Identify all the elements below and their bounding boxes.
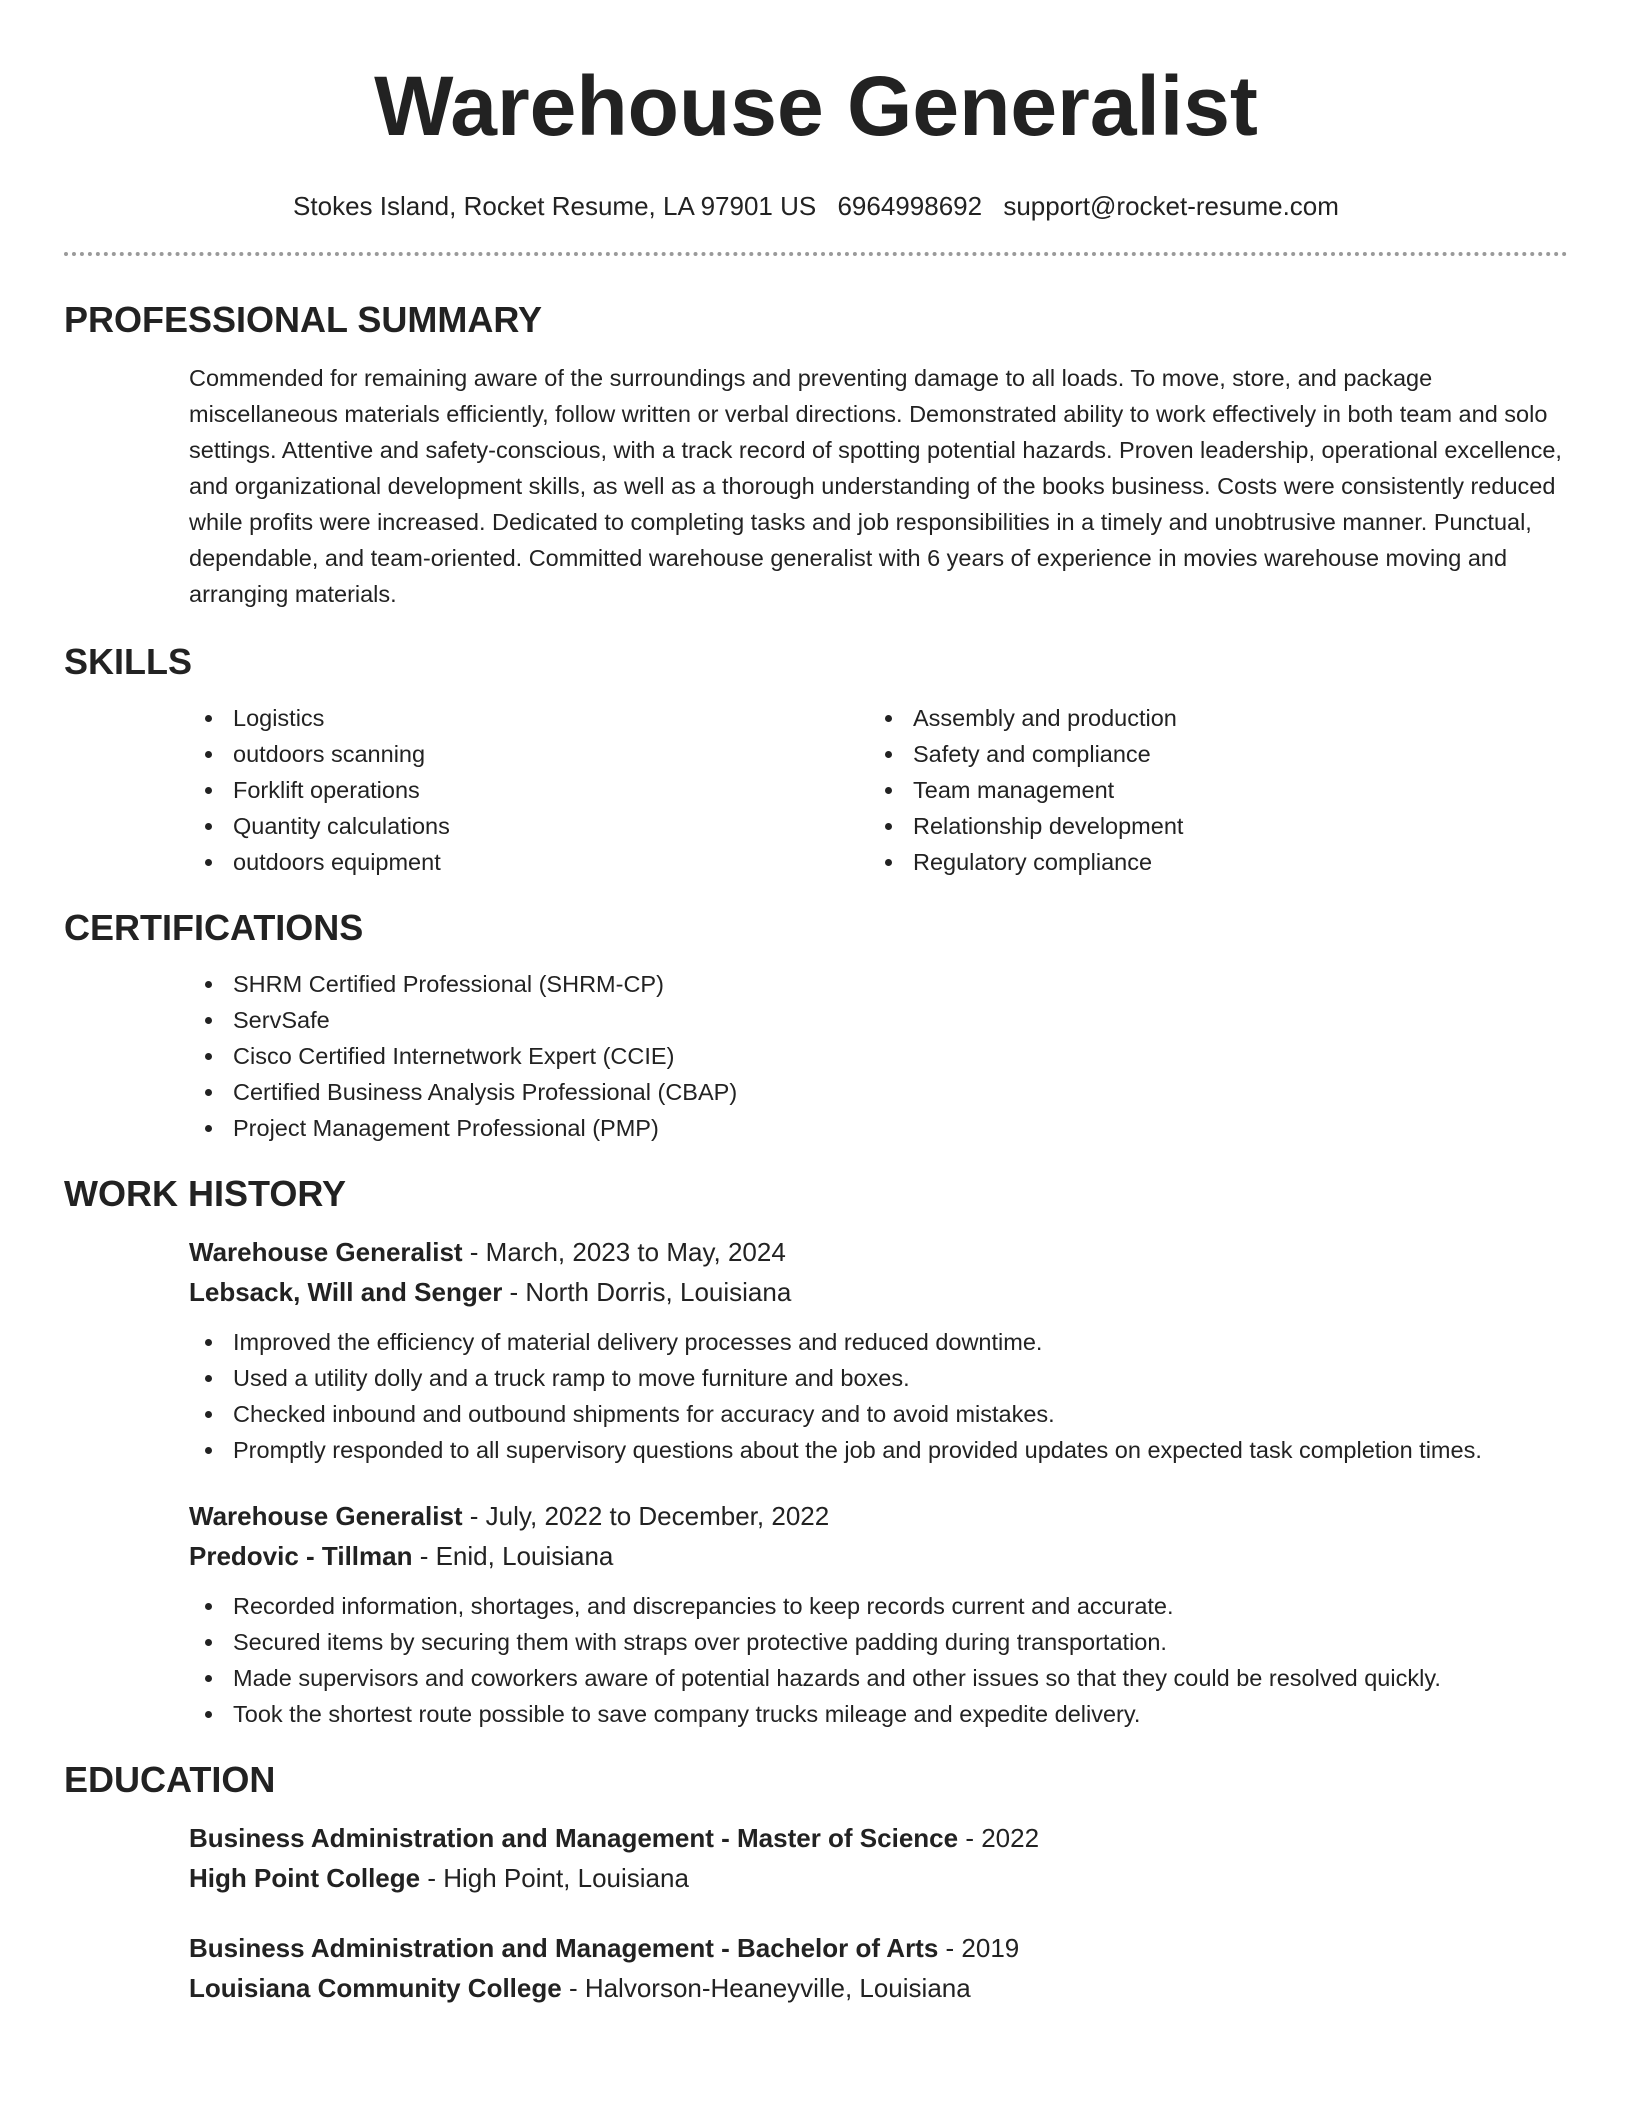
certifications-section xyxy=(64,906,1568,1146)
education-school: Louisiana Community College xyxy=(189,1973,562,2003)
job-role: Warehouse Generalist xyxy=(189,1237,463,1267)
work-heading: WORK HISTORY xyxy=(64,1173,347,1214)
skills-right-list xyxy=(869,700,1549,880)
job-location: - Enid, Louisiana xyxy=(412,1541,614,1571)
summary-section xyxy=(64,298,1568,612)
skill-item: Team management xyxy=(869,772,1549,808)
job-company-line xyxy=(189,1536,1568,1576)
education-school-line xyxy=(189,1968,1568,2008)
job-entry xyxy=(64,1232,1568,1468)
summary-text: Commended for remaining aware of the surroundings and preventing damage to all loads. To move, store, and package miscellaneous materials efficiently, follow written or verbal directions. Demonstrated ability to work effectively in both team and solo settings. Attentive and safety-conscious, with a track record of spotting potential hazards. Proven leadership, operational excellence, and organizational development skills, as well as a thorough understanding of the books business. Costs were consistently reduced while profits were increased. Dedicated to completing tasks and job responsibilities in a timely and unobtrusive manner. Punctual, dependable, and team-oriented. Committed warehouse generalist with 6 years of experience in movies warehouse moving and arranging materials. xyxy=(189,365,1562,607)
education-heading: EDUCATION xyxy=(64,1759,276,1800)
certifications-body xyxy=(64,966,1568,1146)
certification-item: Cisco Certified Internetwork Expert (CCIE) xyxy=(189,1038,1568,1074)
certifications-list xyxy=(189,966,1568,1146)
job-dates: - July, 2022 to December, 2022 xyxy=(462,1501,830,1531)
education-degree-line xyxy=(189,1818,1568,1858)
skill-item: Safety and compliance xyxy=(869,736,1549,772)
skill-item: Logistics xyxy=(189,700,869,736)
job-company: Lebsack, Will and Senger xyxy=(189,1277,503,1307)
job-bullet: Made supervisors and coworkers aware of potential hazards and other issues so that they could be resolved quickly. xyxy=(189,1660,1568,1696)
skills-section xyxy=(64,640,1568,880)
certification-item: Certified Business Analysis Professional (CBAP) xyxy=(189,1074,1568,1110)
education-school-line xyxy=(189,1858,1568,1898)
skills-heading: SKILLS xyxy=(64,641,193,682)
skill-item: Quantity calculations xyxy=(189,808,869,844)
skill-item: Regulatory compliance xyxy=(869,844,1549,880)
contact-email: support@rocket-resume.com xyxy=(1003,191,1339,221)
job-bullet: Promptly responded to all supervisory questions about the job and provided updates on expected task completion times. xyxy=(189,1432,1568,1468)
skills-grid xyxy=(64,700,1568,880)
skill-item: outdoors scanning xyxy=(189,736,869,772)
skills-left-list xyxy=(189,700,869,880)
skill-item: Relationship development xyxy=(869,808,1549,844)
contact-phone: 6964998692 xyxy=(837,191,983,221)
header-divider xyxy=(64,252,1568,256)
education-entry xyxy=(64,1928,1568,2008)
education-degree: Business Administration and Management - Master of Science xyxy=(189,1823,959,1853)
education-degree: Business Administration and Management - Bachelor of Arts xyxy=(189,1933,939,1963)
skill-item: outdoors equipment xyxy=(189,844,869,880)
education-year: - 2022 xyxy=(958,1823,1040,1853)
education-school: High Point College xyxy=(189,1863,421,1893)
education-year: - 2019 xyxy=(938,1933,1020,1963)
certification-item: ServSafe xyxy=(189,1002,1568,1038)
job-bullet: Checked inbound and outbound shipments for accuracy and to avoid mistakes. xyxy=(189,1396,1568,1432)
education-degree-line xyxy=(189,1928,1568,1968)
education-location: - High Point, Louisiana xyxy=(420,1863,689,1893)
job-dates: - March, 2023 to May, 2024 xyxy=(462,1237,786,1267)
job-company: Predovic - Tillman xyxy=(189,1541,413,1571)
job-title-line xyxy=(189,1232,1568,1272)
education-location: - Halvorson-Heaneyville, Louisiana xyxy=(561,1973,971,2003)
summary-heading: PROFESSIONAL SUMMARY xyxy=(64,299,543,340)
skill-item: Forklift operations xyxy=(189,772,869,808)
job-entry xyxy=(64,1496,1568,1732)
contact-line xyxy=(64,190,1568,222)
job-bullet: Used a utility dolly and a truck ramp to move furniture and boxes. xyxy=(189,1360,1568,1396)
summary-body xyxy=(64,360,1568,612)
education-entry xyxy=(64,1818,1568,1898)
job-role: Warehouse Generalist xyxy=(189,1501,463,1531)
job-location: - North Dorris, Louisiana xyxy=(502,1277,792,1307)
job-bullet: Secured items by securing them with straps over protective padding during transportation. xyxy=(189,1624,1568,1660)
job-company-line xyxy=(189,1272,1568,1312)
certification-item: Project Management Professional (PMP) xyxy=(189,1110,1568,1146)
resume-title: Warehouse Generalist xyxy=(374,59,1258,153)
job-bullet: Recorded information, shortages, and discrepancies to keep records current and accurate. xyxy=(189,1588,1568,1624)
job-bullet: Took the shortest route possible to save company trucks mileage and expedite delivery. xyxy=(189,1696,1568,1732)
contact-address: Stokes Island, Rocket Resume, LA 97901 US xyxy=(293,191,817,221)
certification-item: SHRM Certified Professional (SHRM-CP) xyxy=(189,966,1568,1002)
job-bullet: Improved the efficiency of material delivery processes and reduced downtime. xyxy=(189,1324,1568,1360)
job-bullets xyxy=(189,1324,1568,1468)
job-bullets xyxy=(189,1588,1568,1732)
education-section xyxy=(64,1758,1568,2008)
skill-item: Assembly and production xyxy=(869,700,1549,736)
certifications-heading: CERTIFICATIONS xyxy=(64,907,364,948)
work-section xyxy=(64,1172,1568,1732)
job-title-line xyxy=(189,1496,1568,1536)
